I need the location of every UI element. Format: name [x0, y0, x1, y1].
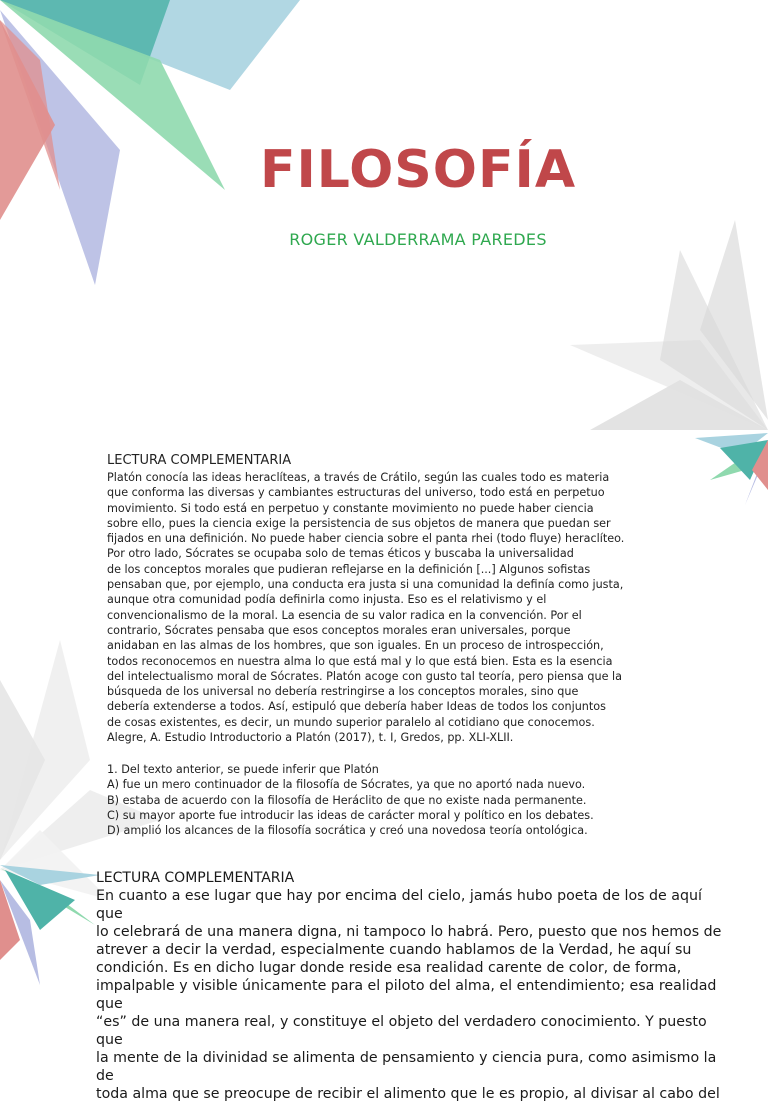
option-d: D) amplió los alcances de la filosofía socrática y creó una novedosa teoría ontológica. — [107, 824, 588, 838]
right-small-petal-cluster — [695, 433, 768, 505]
document-title: FILOSOFÍA — [259, 140, 577, 200]
reading-heading: LECTURA COMPLEMENTARIA — [107, 453, 292, 468]
question-1 — [107, 762, 707, 838]
reading-heading: LECTURA COMPLEMENTARIA — [96, 870, 295, 886]
question-stem: 1. Del texto anterior, se puede inferir que Platón — [107, 763, 379, 776]
reading-section-2 — [96, 869, 726, 1103]
option-c: C) su mayor aporte fue introducir las ideas de carácter moral y político en los debates. — [107, 808, 594, 822]
reading-body: En cuanto a ese lugar que hay por encima del cielo, jamás hubo poeta de los de aquí que lo celebrará de una manera digna, ni tampoco lo habrá. Pero, puesto que nos hemos de atrever a decir la verdad, especialmente cuando hablamos de la Verdad, he aquí su condición. Es en dicho lugar donde reside esa realidad carente de color, de forma, impalpable y visible únicamente para el piloto del alma, el entendimiento; esa realidad que “es” de una manera real, y constituye el objeto del verdadero conocimiento. Y puesto que la mente de la divinidad se alimenta de pensamiento y ciencia pura, como asimismo la de toda alma que se preocupe de recibir el alimento que le es propio, al divisar al cabo del — [96, 888, 722, 1102]
option-b: B) estaba de acuerdo con la filosofía de Heráclito de que no existe nada permanente. — [107, 793, 587, 807]
reading-body: Platón conocía las ideas heraclíteas, a través de Crátilo, según las cuales todo es materia que conforma las diversas y cambiantes estructuras del universo, todo está en perpetuo movimiento. Si todo está en perpetuo y constante movimiento no puede haber ciencia sobre ello, pues la ciencia exige la persistencia de sus objetos de manera que puedan ser fijados en una definición. No puede haber ciencia sobre el panta rhei (todo fluye) heraclíteo. Por otro lado, Sócrates se ocupaba solo de temas éticos y buscaba la universalidad de los conceptos morales que pudieran reflejarse en la definición [...] Algunos sofistas pensaban que, por ejemplo, una conducta era justa si una comunidad la definía como justa, aunque otra comunidad podía definirla como injusta. Eso es el relativismo y el convencionalismo de la moral. La esencia de su valor radica en la convención. Por el contrario, Sócrates pensaba que esos conceptos morales eran universales, porque anidaban en las almas de los hombres, que son iguales. En un proceso de introspección, todos reconocemos en nuestra alma lo que está mal y lo que está bien. Esta es la esencia del intelectualismo moral de Sócrates. Platón acoge con gusto tal teoría, pero piensa que la búsqueda de los universal no debería restringirse a los conceptos morales, sino que debería extenderse a todos. Así, estipuló que debería haber Ideas de todos los conjuntos de cosas existentes, es decir, un mundo superior paralelo al cotidiano que conocemos. Alegre, A. Estudio Introductorio a Platón (2017), t. I, Gredos, pp. XLI-XLII. — [107, 471, 625, 745]
reading-section-1 — [107, 452, 667, 745]
right-grey-flower — [570, 220, 768, 430]
option-a: A) fue un mero continuador de la filosofía de Sócrates, ya que no aportó nada nuevo. — [107, 778, 586, 792]
document-author: ROGER VALDERRAMA PAREDES — [289, 230, 547, 249]
